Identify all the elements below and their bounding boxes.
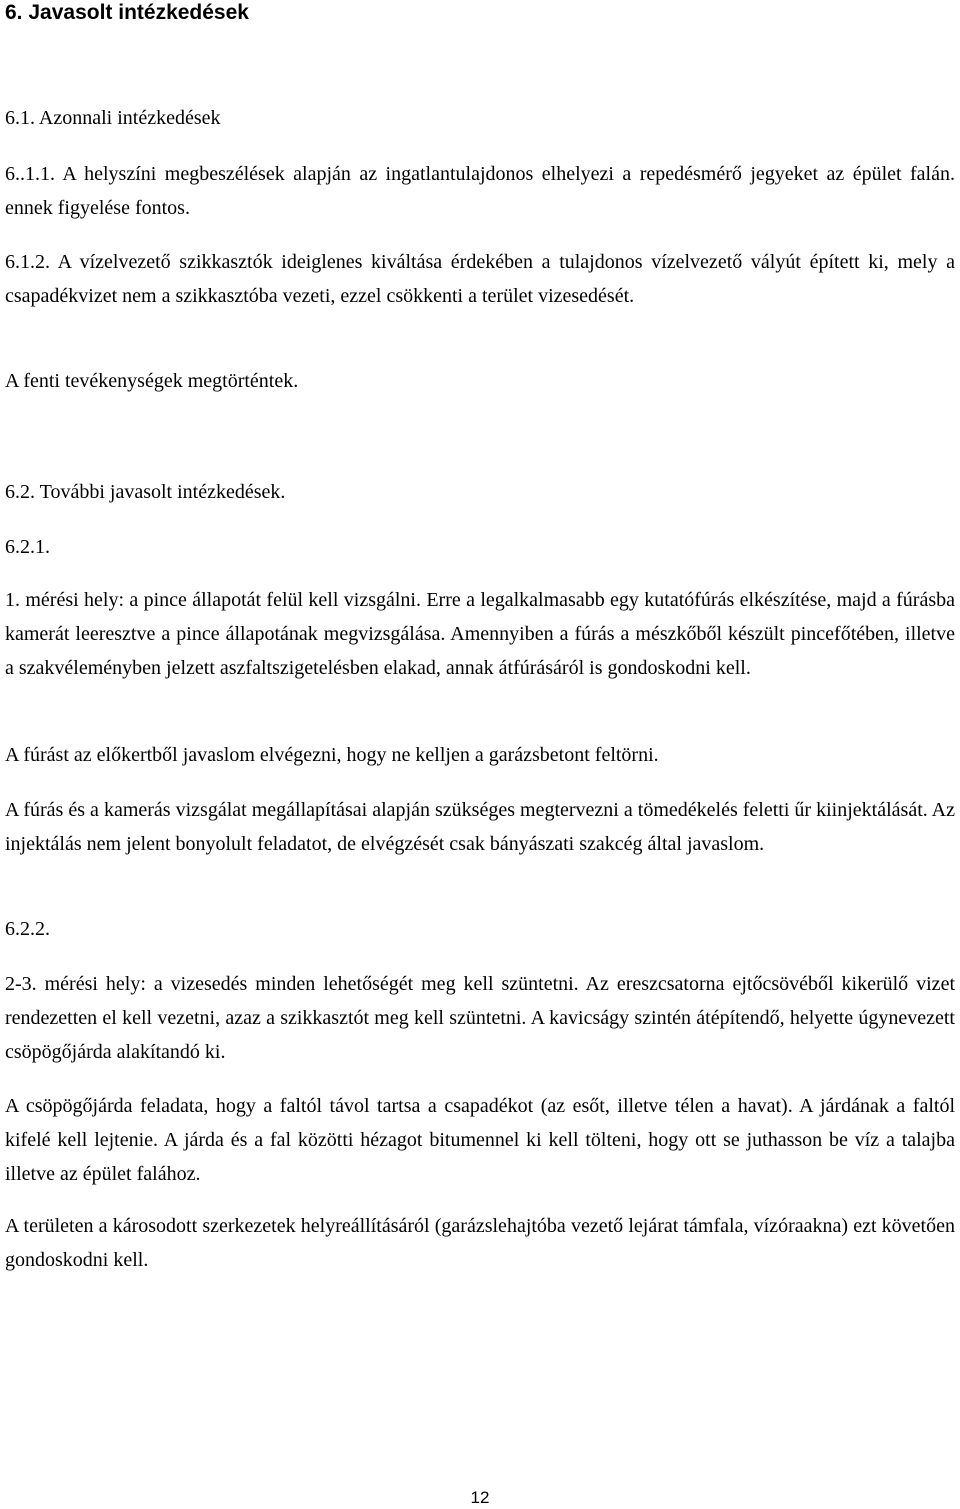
item-6-2-1-label: 6.2.1. — [5, 536, 50, 558]
drill-recommendation: A fúrást az előkertből javaslom elvégezni, hogy ne kelljen a garázsbetont feltörni. — [5, 744, 659, 766]
drip-walk-text: A csöpögőjárda feladata, hogy a faltól távol tartsa a csapadékot (az esőt, illetve télen a havat). A járdának a faltól kifelé kell lejtenie. A járda és a fal közötti hézagot bitumennel ki kell tölteni, hogy ott se juthasson be víz a talajba illetve az épület falához. — [5, 1095, 955, 1185]
item-6-1-1: 6..1.1. A helyszíni megbeszélések alapján az ingatlantulajdonos elhelyezi a repedésmérő jegyeket az épület falán. ennek figyelése fontos. — [5, 163, 955, 219]
page-heading: 6. Javasolt intézkedések — [5, 1, 249, 24]
page-number: 12 — [470, 1488, 490, 1507]
item-6-2-2-text: 2-3. mérési hely: a vizesedés minden lehetőségét meg kell szüntetni. Az ereszcsatorna ejtőcsövéből kikerülő vizet rendezetten el kell vezetni, azaz a szikkasztót meg kell szüntetni. A kavicságy szintén átépítendő, helyette úgynevezett csöpögőjárda alakítandó ki. — [5, 973, 955, 1063]
done-note: A fenti tevékenységek megtörténtek. — [5, 370, 299, 392]
restoration-text: A területen a károsodott szerkezetek helyreállításáról (garázslehajtóba vezető lejárat támfala, vízóraakna) ezt követően gondoskodni kell. — [5, 1215, 955, 1271]
injection-text: A fúrás és a kamerás vizsgálat megállapításai alapján szükséges megtervezni a tömedékelés feletti űr kiinjektálását. Az injektálás nem jelent bonyolult feladatot, de elvégzését csak bányászati szakcég által javaslom. — [5, 799, 955, 855]
section-6-2-title: 6.2. További javasolt intézkedések. — [5, 481, 286, 503]
section-6-1-title: 6.1. Azonnali intézkedések — [5, 107, 221, 129]
item-6-2-1-text: 1. mérési hely: a pince állapotát felül kell vizsgálni. Erre a legalkalmasabb egy kutatófúrás elkészítése, majd a fúrásba kamerát leeresztve a pince állapotának megvizsgálása. Amennyiben a fúrás a mészkőből készült pincefőtében, illetve a szakvéleményben jelzett aszfaltszigetelésben elakad, annak átfúrásáról is gondoskodni kell. — [5, 589, 955, 679]
item-6-2-2-label: 6.2.2. — [5, 918, 50, 940]
item-6-1-2: 6.1.2. A vízelvezető szikkasztók ideiglenes kiváltása érdekében a tulajdonos vízelvezető vályút épített ki, mely a csapadékvizet nem a szikkasztóba vezeti, ezzel csökkenti a terület vizesedését. — [5, 251, 955, 307]
